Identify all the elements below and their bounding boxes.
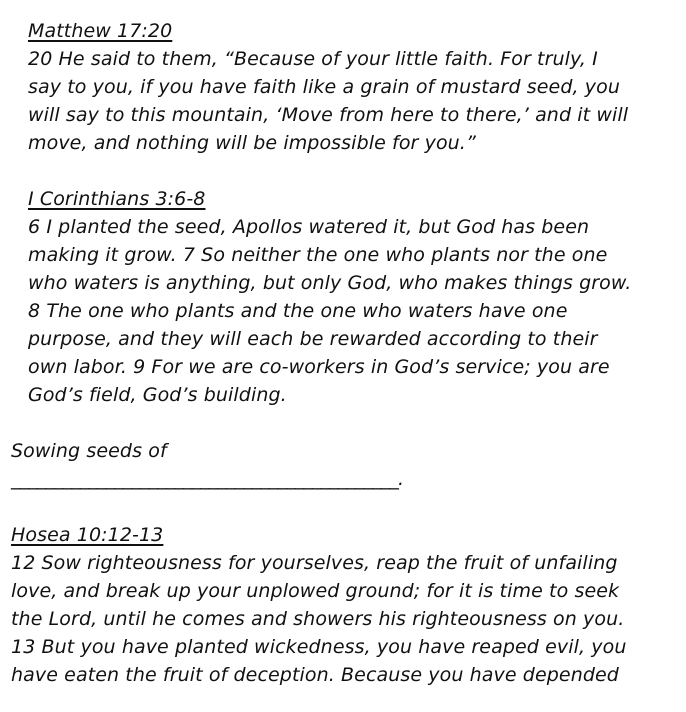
corinthians-line-6: own labor. 9 For we are co-workers in God’s service; you are bbox=[28, 356, 610, 378]
corinthians-line-3: who waters is anything, but only God, who makes things grow. bbox=[28, 272, 632, 294]
corinthians-line-2: making it grow. 7 So neither the one who plants nor the one bbox=[28, 244, 608, 266]
hosea-line-5: have eaten the fruit of deception. Because you have depended bbox=[11, 664, 619, 686]
matthew-line-3: will say to this mountain, ‘Move from here to there,’ and it will bbox=[28, 104, 629, 126]
hosea-line-2: love, and break up your unplowed ground; for it is time to seek bbox=[11, 580, 620, 602]
matthew-line-4: move, and nothing will be impossible for you.” bbox=[28, 132, 476, 154]
corinthians-line-4: 8 The one who plants and the one who waters have one bbox=[28, 300, 568, 322]
matthew-line-1: 20 He said to them, “Because of your little faith. For truly, I bbox=[28, 48, 598, 70]
corinthians-reference: I Corinthians 3:6-8 bbox=[28, 188, 206, 210]
hosea-line-1: 12 Sow righteousness for yourselves, reap the fruit of unfailing bbox=[11, 552, 618, 574]
hosea-reference: Hosea 10:12-13 bbox=[11, 524, 164, 546]
prompt-text: Sowing seeds of bbox=[11, 440, 167, 462]
hosea-line-3: the Lord, until he comes and showers his righteousness on you. bbox=[11, 608, 625, 630]
corinthians-line-1: 6 I planted the seed, Apollos watered it, but God has been bbox=[28, 216, 590, 238]
matthew-reference: Matthew 17:20 bbox=[28, 20, 173, 42]
hosea-line-4: 13 But you have planted wickedness, you have reaped evil, you bbox=[11, 636, 627, 658]
prompt-blank: _____________________________________________. bbox=[11, 468, 404, 490]
matthew-line-2: say to you, if you have faith like a grain of mustard seed, you bbox=[28, 76, 620, 98]
corinthians-line-5: purpose, and they will each be rewarded according to their bbox=[28, 328, 598, 350]
corinthians-line-7: God’s field, God’s building. bbox=[28, 384, 287, 406]
